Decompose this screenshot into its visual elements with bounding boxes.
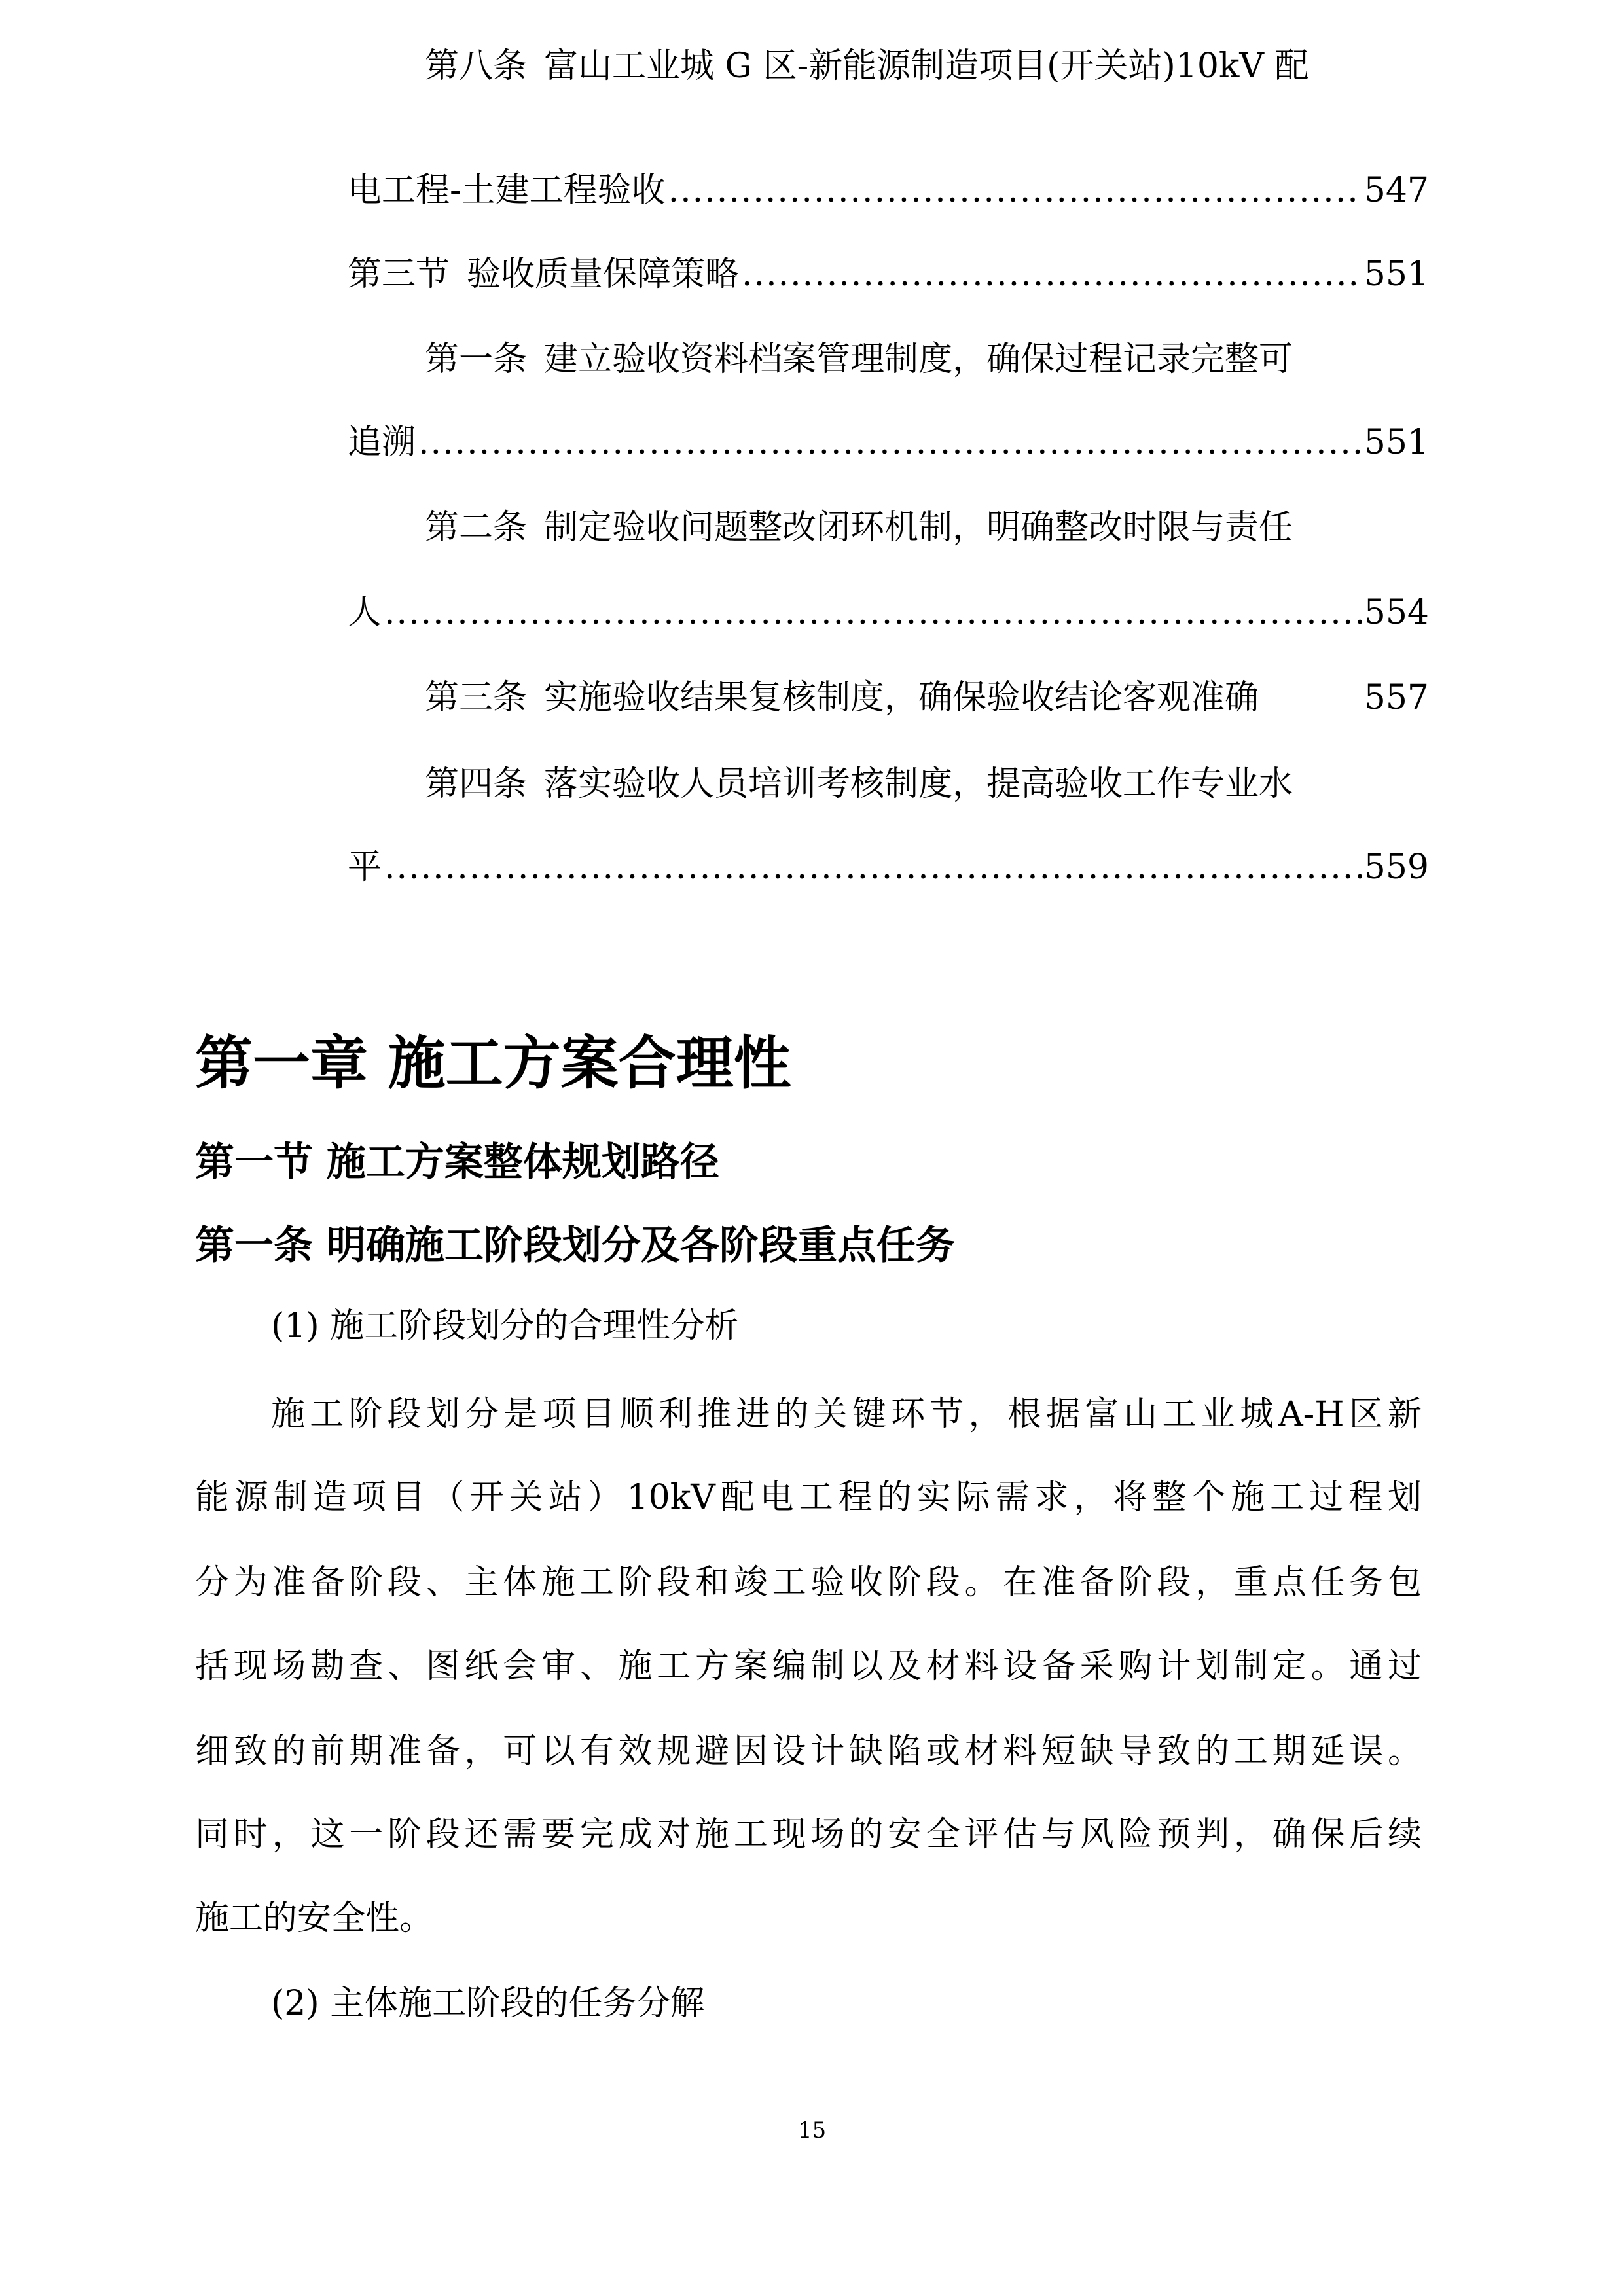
paragraph-line: 括现场勘查、图纸会审、施工方案编制以及材料设备采购计划制定。通过 bbox=[195, 1647, 1422, 1686]
dot-leader bbox=[418, 420, 1362, 465]
dot-leader bbox=[384, 590, 1362, 636]
toc-entry-article-1-line1[interactable] bbox=[425, 336, 1429, 382]
paragraph-line: 分为准备阶段、主体施工阶段和竣工验收阶段。在准备阶段，重点任务包 bbox=[195, 1563, 1422, 1602]
article-title: 第一条 明确施工阶段划分及各阶段重点任务 bbox=[195, 1223, 955, 1268]
paragraph-line: 细致的前期准备，可以有效规避因设计缺陷或材料短缺导致的工期延误。 bbox=[195, 1732, 1422, 1771]
dot-leader bbox=[742, 251, 1362, 297]
chapter-title: 第一章 施工方案合理性 bbox=[195, 1030, 791, 1097]
toc-title: 制定验收问题整改闭环机制，明确整改时限与责任 bbox=[544, 508, 1293, 547]
toc-page: 559 bbox=[1363, 848, 1429, 887]
toc-title: 电工程-土建工程验收 bbox=[348, 171, 666, 210]
toc-entry-article-4-line1[interactable] bbox=[425, 761, 1429, 807]
toc-label: 第二条 bbox=[425, 508, 528, 547]
dot-leader bbox=[668, 168, 1362, 213]
paragraph-line: 能源制造项目（开关站）10kV配电工程的实际需求，将整个施工过程划 bbox=[195, 1478, 1422, 1517]
toc-page: 547 bbox=[1363, 171, 1429, 210]
toc-label: 第一条 bbox=[425, 340, 528, 379]
toc-entry-article-8-line2[interactable] bbox=[348, 168, 1429, 213]
toc-title: 人 bbox=[348, 593, 382, 632]
section-title: 第一节 施工方案整体规划路径 bbox=[195, 1139, 719, 1185]
toc-page: 554 bbox=[1363, 593, 1429, 632]
toc-title: 建立验收资料档案管理制度，确保过程记录完整可 bbox=[544, 340, 1293, 379]
toc-label: 第四条 bbox=[425, 764, 528, 804]
toc-title: 富山工业城 G 区-新能源制造项目(开关站)10kV 配 bbox=[544, 46, 1309, 86]
paragraph-line: 同时，这一阶段还需要完成对施工现场的安全评估与风险预判，确保后续 bbox=[195, 1815, 1422, 1854]
toc-entry-article-2-line1[interactable] bbox=[425, 505, 1429, 550]
toc-entry-article-3[interactable] bbox=[425, 675, 1429, 721]
toc-label: 第三条 bbox=[425, 678, 528, 717]
toc-entry-article-1-line2[interactable] bbox=[348, 420, 1429, 465]
paragraph-line: 施工阶段划分是项目顺利推进的关键环节，根据富山工业城A-H区新 bbox=[271, 1395, 1422, 1434]
toc-page: 551 bbox=[1363, 423, 1429, 462]
toc-title: 平 bbox=[348, 848, 382, 887]
subheading-2: (2) 主体施工阶段的任务分解 bbox=[271, 1984, 705, 2023]
toc-entry-section-3[interactable] bbox=[348, 251, 1429, 297]
toc-page: 551 bbox=[1363, 255, 1429, 294]
toc-title: 落实验收人员培训考核制度，提高验收工作专业水 bbox=[544, 764, 1293, 804]
toc-page: 557 bbox=[1363, 678, 1429, 717]
page-number: 15 bbox=[797, 2117, 827, 2144]
toc-entry-article-2-line2[interactable] bbox=[348, 590, 1429, 636]
toc-title: 实施验收结果复核制度，确保验收结论客观准确 bbox=[544, 678, 1259, 717]
paragraph-line: 施工的安全性。 bbox=[195, 1899, 434, 1938]
toc-title: 验收质量保障策略 bbox=[467, 255, 740, 294]
toc-entry-article-4-line2[interactable] bbox=[348, 844, 1429, 890]
toc-entry-article-8-line1[interactable] bbox=[425, 43, 1429, 89]
toc-label: 第三节 bbox=[348, 255, 450, 294]
toc-label: 第八条 bbox=[425, 46, 528, 86]
subheading-1: (1) 施工阶段划分的合理性分析 bbox=[271, 1306, 739, 1346]
dot-leader bbox=[384, 844, 1362, 890]
toc-title: 追溯 bbox=[348, 423, 416, 462]
